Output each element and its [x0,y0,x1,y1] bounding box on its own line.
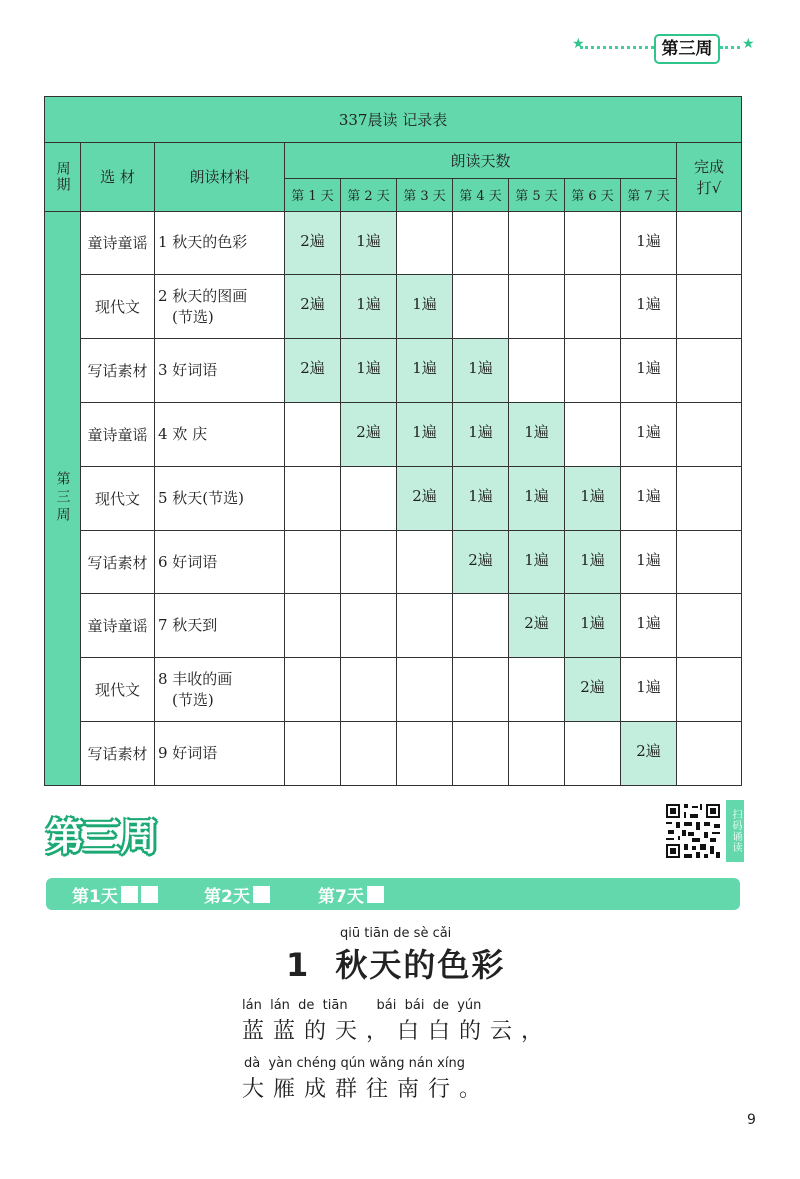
lesson-title [286,940,505,986]
day-cell [509,722,565,786]
row-material-title: 6 好词语 [158,552,218,571]
lesson-title-text: 秋天的色彩 [335,946,506,984]
day-cell: 1遍 [453,403,509,467]
header-material: 朗读材料 [155,143,285,211]
poem-line-2: 大雁成群往南行。 [242,1077,491,1102]
row-material-title: 5 秋天(节选) [158,488,245,507]
day-cell: 1遍 [621,403,677,467]
week-tag-label: 第三周 [654,34,720,64]
header-day-2: 第 2 天 [341,179,397,211]
row-material-title: 4 欢 庆 [158,424,208,443]
day-cell: 2遍 [621,722,677,786]
day-cell: 2遍 [285,339,341,403]
done-checkbox-cell[interactable] [677,466,742,530]
day-cell: 1遍 [509,403,565,467]
day-cell [397,594,453,658]
day-cell: 2遍 [397,466,453,530]
week-tag [572,34,758,64]
day-cell: 1遍 [621,594,677,658]
row-type: 现代文 [81,466,155,530]
day-cell: 1遍 [621,211,677,275]
done-checkbox-cell[interactable] [677,594,742,658]
lesson-number: 1 [286,946,311,984]
checkbox-square[interactable] [253,886,270,903]
qr-code[interactable] [664,802,722,860]
table-row [45,658,742,722]
day-cell: 1遍 [509,466,565,530]
reading-record-table [44,96,742,786]
day-cell [453,275,509,339]
row-material [155,466,285,530]
row-material-title: 3 好词语 [158,361,218,380]
week-cell-text: 第三周 [54,471,71,526]
dotted-divider [720,46,740,52]
row-material [155,658,285,722]
row-material [155,530,285,594]
header-done [677,143,742,211]
day-cell [285,403,341,467]
day-cell [397,722,453,786]
row-type: 童诗童谣 [81,211,155,275]
row-material [155,275,285,339]
header-day-1: 第 1 天 [285,179,341,211]
day-1-text: 第1天 [72,887,118,907]
day-cell: 1遍 [397,339,453,403]
day-cell: 2遍 [341,403,397,467]
day-cell: 1遍 [565,594,621,658]
day-cell: 2遍 [285,275,341,339]
day-cell: 1遍 [621,339,677,403]
day-cell [341,594,397,658]
row-type: 童诗童谣 [81,594,155,658]
row-material-title: 2 秋天的图画 [158,286,248,305]
row-material-title: 9 好词语 [158,744,218,763]
day-cell [453,594,509,658]
row-material [155,403,285,467]
day-cell: 2遍 [565,658,621,722]
day-cell: 1遍 [509,530,565,594]
row-material-title: 7 秋天到 [158,616,218,635]
poem-line-1-pinyin: lán lán de tiān bái bái de yún [242,998,482,1013]
day-cell: 1遍 [341,275,397,339]
day-2-text: 第2天 [204,887,250,907]
table-row [45,275,742,339]
day-cell [453,722,509,786]
day-cell [397,658,453,722]
table-row [45,594,742,658]
done-checkbox-cell[interactable] [677,530,742,594]
done-checkbox-cell[interactable] [677,275,742,339]
star-icon: ★ [572,36,585,52]
day-cell: 1遍 [621,530,677,594]
header-done-line2: 打√ [696,178,722,197]
day-7-label [318,882,384,907]
row-material-title: 1 秋天的色彩 [158,233,248,252]
day-cell: 1遍 [565,466,621,530]
lesson-title-pinyin: qiū tiān de sè cǎi [340,926,452,941]
header-cycle-text: 周期 [54,160,71,193]
day-cell [341,466,397,530]
row-type: 现代文 [81,275,155,339]
day-cell: 1遍 [397,403,453,467]
qr-code-icon [664,802,722,860]
day-cell [565,339,621,403]
day-cell [285,658,341,722]
day-cell: 2遍 [509,594,565,658]
table-row [45,466,742,530]
star-icon: ★ [742,36,755,52]
checkbox-square[interactable] [121,886,138,903]
day-bar [46,878,740,910]
row-type: 写话素材 [81,530,155,594]
day-cell [397,530,453,594]
done-checkbox-cell[interactable] [677,722,742,786]
scan-to-read-label: 扫码诵读 [726,800,744,862]
row-material-note: (节选) [172,690,214,709]
day-cell: 1遍 [621,275,677,339]
poem-line-2-pinyin: dà yàn chéng qún wǎng nán xíng [244,1056,465,1071]
day-cell: 2遍 [453,530,509,594]
day-cell [285,466,341,530]
day-7-text: 第7天 [318,887,364,907]
day-cell: 1遍 [621,658,677,722]
header-cycle [45,143,81,211]
day-cell: 1遍 [453,466,509,530]
header-day-3: 第 3 天 [397,179,453,211]
header-days-group: 朗读天数 [285,143,677,179]
day-cell [285,594,341,658]
table-row [45,211,742,275]
row-material [155,594,285,658]
day-cell: 1遍 [341,339,397,403]
row-material [155,722,285,786]
table-title: 337晨读 记录表 [45,97,742,143]
checkbox-square[interactable] [367,886,384,903]
day-cell [509,658,565,722]
table-row [45,339,742,403]
day-2-label [204,882,270,907]
day-cell: 1遍 [565,530,621,594]
day-cell [565,722,621,786]
done-checkbox-cell[interactable] [677,403,742,467]
day-cell [285,722,341,786]
day-cell: 1遍 [621,466,677,530]
day-cell [509,211,565,275]
row-type: 童诗童谣 [81,403,155,467]
day-cell: 1遍 [453,339,509,403]
header-day-7: 第 7 天 [621,179,677,211]
day-cell [341,658,397,722]
header-day-5: 第 5 天 [509,179,565,211]
row-type: 写话素材 [81,722,155,786]
day-cell: 1遍 [341,211,397,275]
day-cell [341,722,397,786]
row-type: 写话素材 [81,339,155,403]
row-material-note: (节选) [172,307,214,326]
day-cell [565,211,621,275]
checkbox-square[interactable] [141,886,158,903]
done-checkbox-cell[interactable] [677,339,742,403]
day-1-label [72,882,158,907]
day-cell [509,339,565,403]
done-checkbox-cell[interactable] [677,211,742,275]
week-cell [45,211,81,785]
day-cell [453,211,509,275]
day-cell [341,530,397,594]
day-cell [509,275,565,339]
poem-line-1: 蓝蓝的天，白白的云， [242,1019,553,1044]
header-day-4: 第 4 天 [453,179,509,211]
day-cell: 1遍 [397,275,453,339]
table-row [45,403,742,467]
day-cell [285,530,341,594]
week-banner: 第三周 [46,815,158,859]
day-cell: 2遍 [285,211,341,275]
row-material-title: 8 丰收的画 [158,669,233,688]
table-row [45,722,742,786]
day-cell [565,275,621,339]
row-material [155,211,285,275]
dotted-divider [580,46,654,52]
table-row [45,530,742,594]
done-checkbox-cell[interactable] [677,658,742,722]
row-material [155,339,285,403]
page-number: 9 [747,1112,756,1128]
day-cell [397,211,453,275]
header-day-6: 第 6 天 [565,179,621,211]
day-cell [453,658,509,722]
header-done-line1: 完成 [694,157,725,176]
row-type: 现代文 [81,658,155,722]
day-cell [565,403,621,467]
header-type: 选 材 [81,143,155,211]
